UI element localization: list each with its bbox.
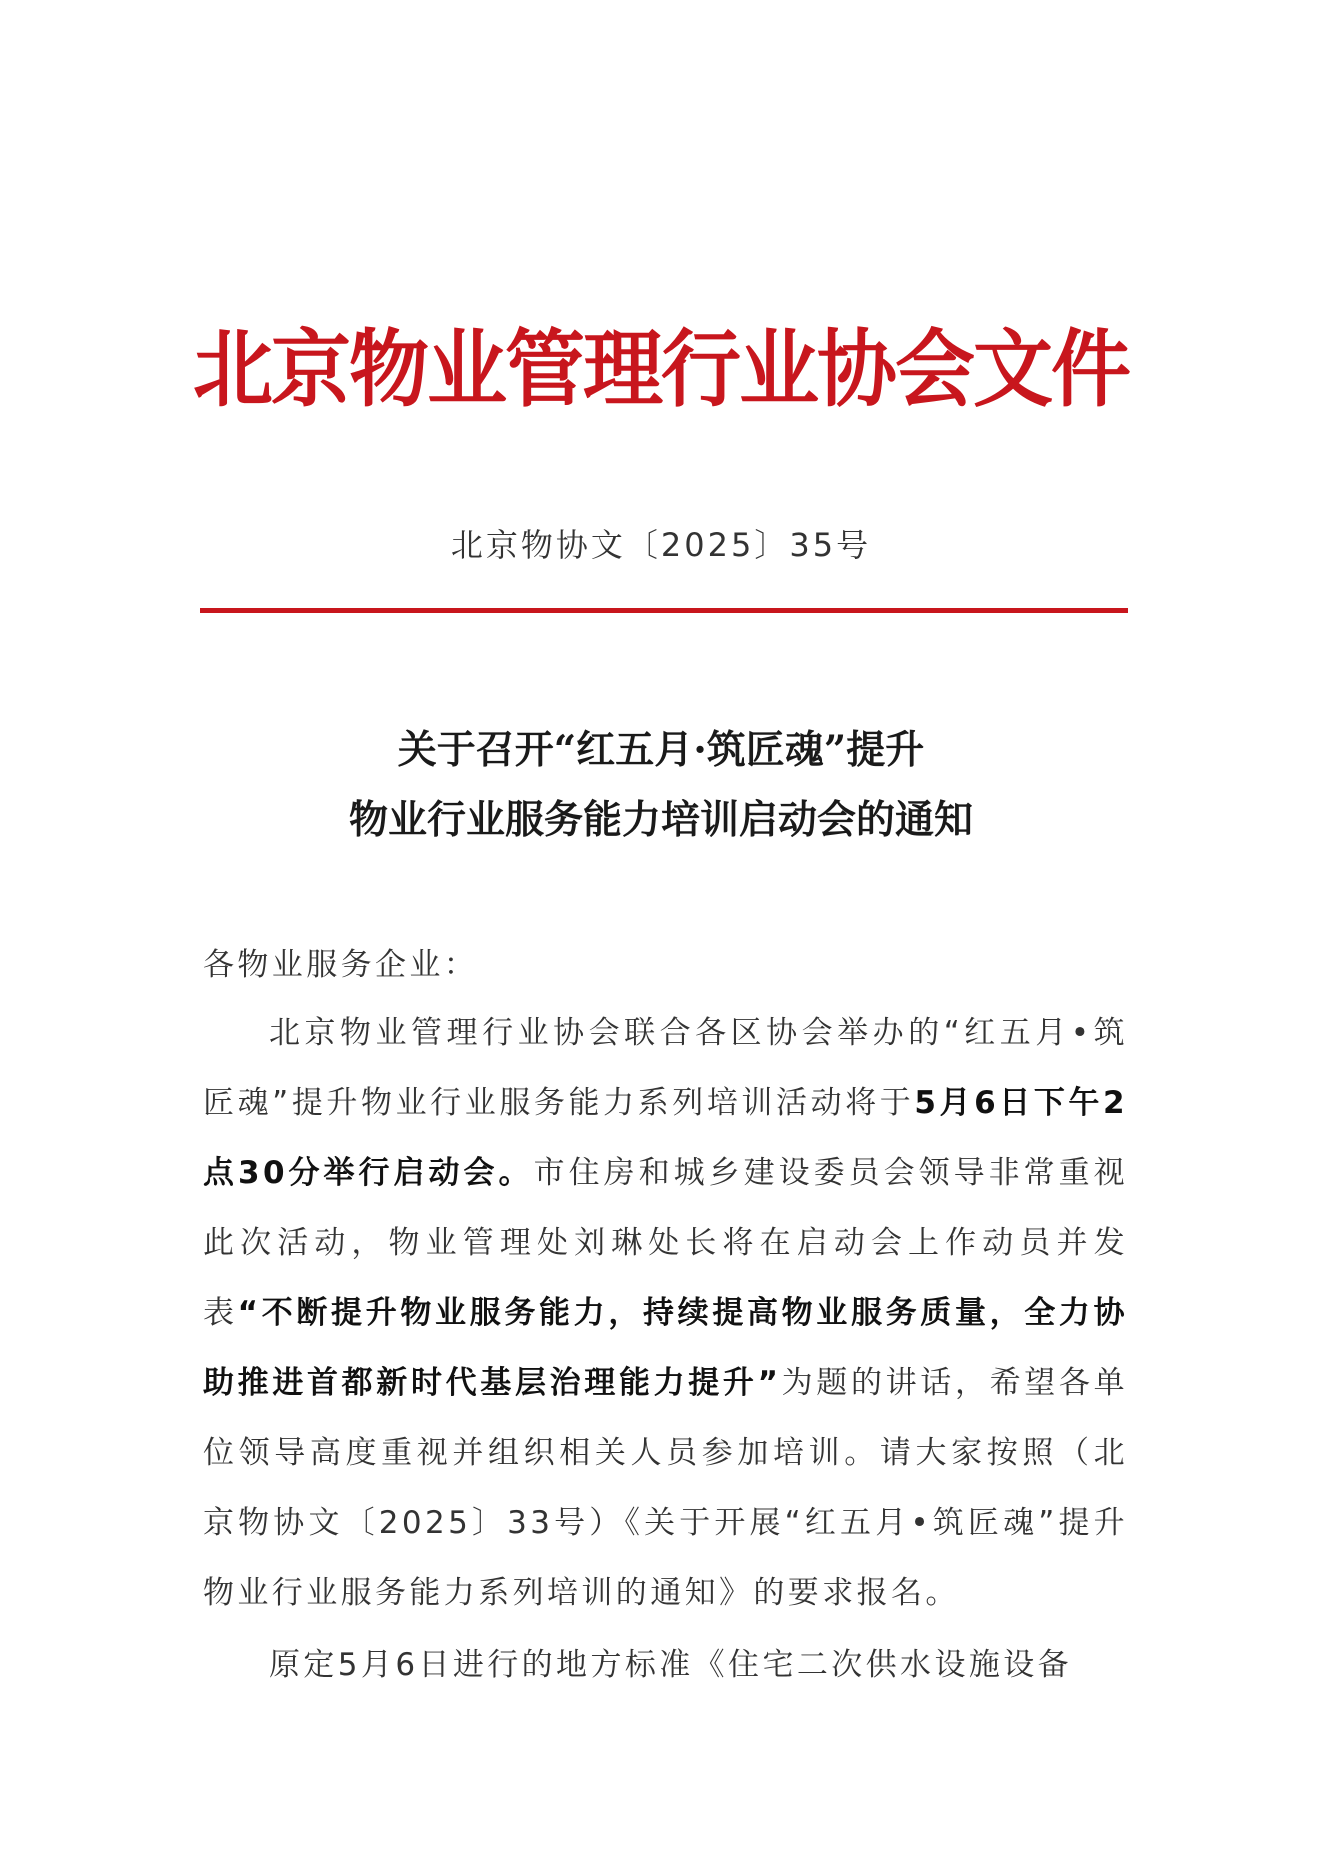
notice-title-line-1: 关于召开“红五月·筑匠魂”提升 [397,727,925,773]
document-number: 北京物协文〔2025〕35号 [450,526,872,564]
speech-title-emphasis: “不断提升物业服务能力，持续提高物业服务质量，全力协助推进首都新时代基层治理能力提升” [203,1295,1128,1401]
paragraph-1-text-a: 北京物业管理行业协会联合各区协会举办的“红五月•筑匠魂”提升物业行业服务能力系列培训活动将于 [203,1015,1128,1121]
document-masthead: 北京物业管理行业协会文件 [193,320,1129,419]
meeting-time-emphasis: 5月6日下午2点30分举行启动会。 [203,1085,1128,1191]
body-paragraph-2: 原定5月6日进行的地方标准《住宅二次供水设施设备 [269,1647,1073,1683]
body-paragraph-1 [203,998,1128,1628]
salutation: 各物业服务企业： [203,947,479,983]
paragraph-1-text-c: 为题的讲话，希望各单位领导高度重视并组织相关人员参加培训。请大家按照（北京物协文〔2025〕33号）《关于开展“红五月•筑匠魂”提升物业行业服务能力系列培训的通知》的要求报名。 [203,1365,1128,1611]
notice-title-line-2: 物业行业服务能力培训启动会的通知 [348,797,973,843]
paragraph-1-text-b: 市住房和城乡建设委员会领导非常重视此次活动，物业管理处刘琳处长将在启动会上作动员并发表 [203,1155,1128,1331]
red-divider-line [200,608,1128,613]
